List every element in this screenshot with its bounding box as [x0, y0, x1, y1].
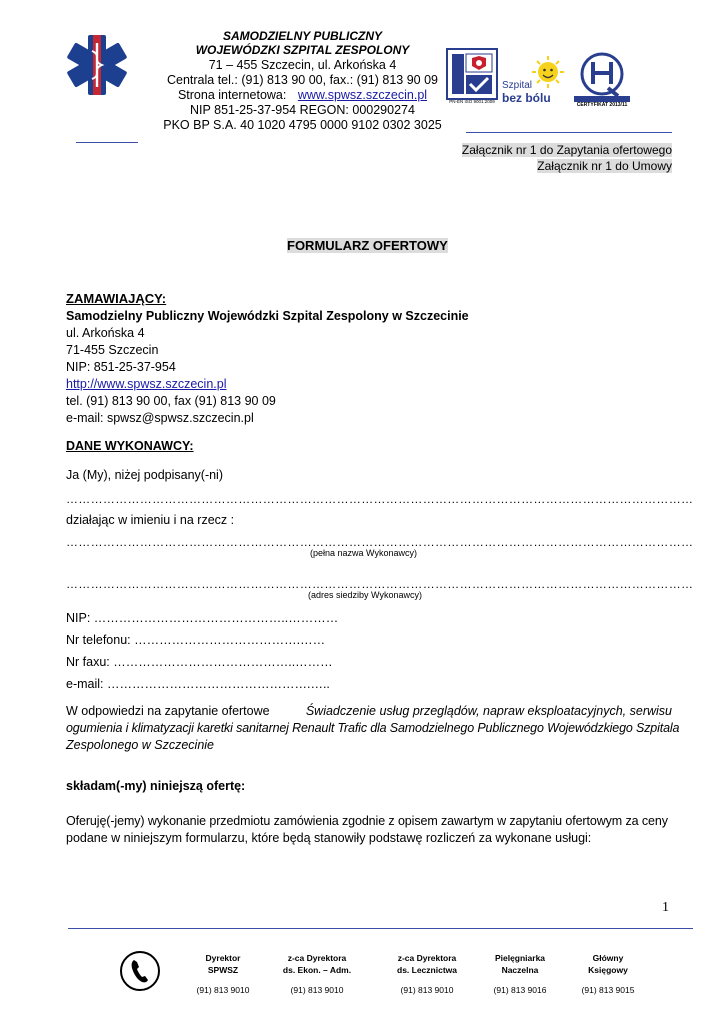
footer-phone-5: (91) 813 9015: [581, 985, 635, 995]
contractor-name-field[interactable]: ………………………………………………………………………………………………………………………………………: [66, 535, 694, 549]
footer-title-3: z-ca Dyrektora: [397, 953, 457, 963]
quality-certificate-badge: [572, 50, 632, 110]
footer-phone-4: (91) 813 9016: [493, 985, 547, 995]
contractor-signatory-field[interactable]: ………………………………………………………………………………………………………………………………………: [66, 492, 694, 506]
footer-subtitle-3: ds. Lecznictwa: [397, 965, 457, 975]
footer-subtitle-1: SPWSZ: [207, 965, 239, 975]
contractor-nip-field[interactable]: NIP: ………………………………………..…………: [66, 611, 339, 625]
footer-phone-1: (91) 813 9010: [196, 985, 250, 995]
footer-title-1: Dyrektor: [205, 953, 241, 963]
header-bank: PKO BP S.A. 40 1020 4795 0000 9102 0302 3025: [163, 118, 442, 132]
footer-contact-director: [173, 952, 273, 996]
ordering-party-email: e-mail: spwsz@spwsz.szczecin.pl: [66, 411, 254, 425]
footer-subtitle-4: Naczelna: [501, 965, 539, 975]
badge-bez-bolu-text: bez bólu: [502, 91, 551, 105]
footer-contact-chief-accountant: [558, 952, 658, 996]
ordering-party-nip: NIP: 851-25-37-954: [66, 360, 176, 374]
star-of-life-logo: [66, 34, 128, 96]
footer-contact-head-nurse: [470, 952, 570, 996]
header-website-label: Strona internetowa:: [177, 88, 287, 102]
footer-title-2: z-ca Dyrektora: [287, 953, 347, 963]
contractor-phone-field[interactable]: Nr telefonu: ………………………………….……: [66, 633, 326, 647]
footer-rule: [68, 928, 693, 929]
offer-text-line1: Oferuję(-jemy) wykonanie przedmiotu zamówienia zgodnie z opisem zawartym w zapytaniu ofertowym za ceny: [66, 814, 668, 828]
contractor-fax-field[interactable]: Nr faxu: ……………………………………..………: [66, 655, 333, 669]
hospital-without-pain-badge: [498, 52, 568, 108]
page-title: FORMULARZ OFERTOWY: [287, 238, 448, 253]
header-rule-left: [76, 142, 138, 143]
header-address: 71 – 455 Szczecin, ul. Arkońska 4: [208, 58, 397, 72]
footer-contact-deputy-econ: [267, 952, 367, 996]
iso-badge-text: PN-EN ISO 9001:2009: [449, 99, 495, 104]
offer-text-line2: podane w niniejszym formularzu, które będą stanowiły podstawę rozliczeń za wykonane usługi:: [66, 831, 592, 845]
badge-szpital-text: Szpital: [502, 80, 533, 91]
ordering-party-name: Samodzielny Publiczny Wojewódzki Szpital Zespolony w Szczecinie: [66, 309, 469, 323]
contractor-address-field[interactable]: ………………………………………………………………………………………………………………………………………: [66, 577, 694, 591]
ordering-party-heading: ZAMAWIAJĄCY:: [66, 291, 167, 306]
header-line2: WOJEWÓDZKI SZPITAL ZESPOLONY: [195, 43, 410, 57]
header-line1: SAMODZIELNY PUBLICZNY: [222, 29, 383, 43]
header-phone: Centrala tel.: (91) 813 90 00, fax.: (91) 813 90 09: [166, 73, 438, 87]
offer-heading: składam(-my) niniejszą ofertę:: [66, 779, 246, 793]
response-subject-line3: Zespolonego w Szczecinie: [66, 738, 214, 752]
contractor-signed-label: Ja (My), niżej podpisany(-ni): [66, 468, 223, 482]
footer-title-5: Główny: [592, 953, 624, 963]
ordering-party-street: ul. Arkońska 4: [66, 326, 145, 340]
page-number: 1: [662, 900, 669, 915]
header-nip-regon: NIP 851-25-37-954 REGON: 000290274: [190, 103, 415, 117]
header-website: [160, 87, 445, 103]
phone-icon: [119, 950, 161, 992]
response-paragraph: [66, 703, 680, 754]
iso-certificate-badge: [446, 48, 498, 106]
quality-certificate-text: CERTYFIKAT 2013/11: [576, 102, 628, 108]
ordering-party-url[interactable]: http://www.spwsz.szczecin.pl: [66, 377, 227, 391]
footer-phone-2: (91) 813 9010: [290, 985, 344, 995]
contractor-acting-label: działając w imieniu i na rzecz :: [66, 513, 235, 527]
footer-title-4: Pielęgniarka: [494, 953, 546, 963]
response-intro: W odpowiedzi na zapytanie ofertowe: [66, 704, 270, 718]
response-subject-line2: ogumienia i klimatyzacji karetki sanitarnej Renault Trafic dla Samodzielnego Publicznego Wojewódzkiego Szpitala: [66, 721, 680, 735]
ordering-party-phone: tel. (91) 813 90 00, fax (91) 813 90 09: [66, 394, 276, 408]
ordering-party-city: 71-455 Szczecin: [66, 343, 159, 357]
contractor-heading: DANE WYKONAWCY:: [66, 439, 194, 453]
attachment-line-2: Załącznik nr 1 do Umowy: [537, 159, 672, 173]
header-website-link[interactable]: www.spwsz.szczecin.pl: [297, 88, 428, 102]
footer-subtitle-5: Księgowy: [588, 965, 628, 975]
response-subject-line1: Świadczenie usług przeglądów, napraw eksploatacyjnych, serwisu: [305, 704, 672, 718]
attachment-line-1: Załącznik nr 1 do Zapytania ofertowego: [461, 143, 672, 157]
contractor-email-field[interactable]: e-mail: ………………………………………….…..: [66, 677, 330, 691]
footer-contact-deputy-medical: [377, 952, 477, 996]
contractor-address-caption: (adres siedziby Wykonawcy): [308, 590, 422, 600]
header-rule-right: [466, 132, 672, 133]
contractor-name-caption: (pełna nazwa Wykonawcy): [310, 548, 417, 558]
footer-subtitle-2: ds. Ekon. – Adm.: [282, 965, 352, 975]
footer-phone-3: (91) 813 9010: [400, 985, 454, 995]
